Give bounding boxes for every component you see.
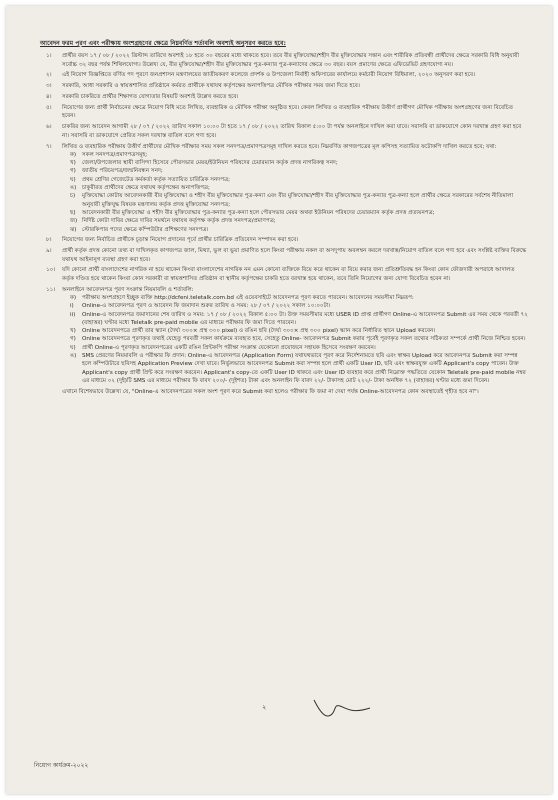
sub-item (70, 159, 528, 167)
condition-text: অনলাইনে আবেদনপত্র পূরণ সংক্রান্ত নিয়মাবলি ও শর্তাবলি: (62, 286, 194, 293)
sub-item (70, 335, 528, 343)
sub-item-text: মুক্তিযোদ্ধা কোটায় আবেদনকারী বীর মুক্তিযোদ্ধা ও শহীদ বীর মুক্তিযোদ্ধার পুত্র-কন্যা এবং বীর মুক্তিযোদ্ধা/শহীদ বীর মুক্তিযোদ্ধার পুত্র-কন্যার পুত্র-কন্যা হলে প্রার্থীর ক্ষেত্রে সরকারের সর্বশেষ নীতিমালা অনুযায়ী মুক্তিযুদ্ধ বিষয়ক মন্ত্রণালয় কর্তৃক প্রদত্ত মুক্তিযোদ্ধা সনদপত্র; (82, 193, 514, 208)
sub-list (62, 294, 528, 385)
sub-item-marker: ক) (70, 294, 77, 301)
sub-item-text: Online আবেদনপত্রে পূরণকৃত তথ্যই যেহেতু পরবর্তী সকল কার্যক্রমে ব্যবহৃত হবে, সেহেতু Online- আবেদনপত্র Submit করার পূর্বেই পূরণকৃত সকল তথ্যের সঠিকতা সম্পর্কে প্রার্থী নিজে নিশ্চিত হবেন। (82, 336, 526, 343)
sub-item-text: প্রথম শ্রেণির গেজেটেড কর্মকর্তা কর্তৃক সত্যায়িত চারিত্রিক সনদপত্র; (82, 176, 231, 183)
sub-item-marker: ঙ) (70, 353, 77, 360)
sub-item-text: Online-এ আবেদনপত্র পূরণ ও আবেদন ফি জমাদান শুরুর তারিখ ও সময়: ২৮ / ০৭ / ২০২২ সকাল ১০:০০টা। (82, 303, 331, 310)
condition-text: লিখিত ও ব্যবহারিক পরীক্ষায় উত্তীর্ণ প্রার্থীদের মৌখিক পরীক্ষার সময় সকল সনদপত্র/প্রমাণপত্রসমূহ দাখিল করতে হবে। নিম্নবর্ণিত কাগজপত্রের মূল কপিসহ সত্যায়িত ফটোকপি দাখিল করতে হবে; যথা: (62, 143, 497, 150)
footer-program-label: নিয়োগ কার্যক্রম-২০২২ (34, 762, 89, 769)
sub-item (70, 294, 528, 302)
condition-text: যদি কোনো প্রার্থী বাংলাদেশের নাগরিক না হয়ে থাকেন কিংবা বাংলাদেশের নাগরিক নন এমন কোনো ব্যক্তিকে বিয়ে করে থাকেন বা বিয়ে করার জন্য প্রতিশ্রুতিবদ্ধ হন কিংবা কোন ফৌজদারী অপরাধে আদালত কর্তৃক দণ্ডিত হয়ে থাকেন কিংবা কোন সরকারী বা স্বায়ত্তশাসিত প্রতিষ্ঠান বা স্থানীয় কর্তৃপক্ষের চাকরি হতে বরখাস্ত হয়ে থাকেন, তবে তিনি নিয়োগের জন্য যোগ্য বিবেচিত হবেন না। (62, 267, 515, 282)
sub-item (70, 176, 528, 184)
condition-item (40, 93, 528, 101)
sub-item (70, 302, 528, 310)
condition-number: ১০। (46, 267, 56, 274)
instructions-heading: আবেদন ফরম পূরণ এবং পরীক্ষায় অংশগ্রহণের ক্ষেত্রে নিম্নবর্ণিত শর্তাবলি অবশ্যই অনুসরণ করতে হবে: (40, 40, 286, 47)
sub-item-marker: জ) (70, 218, 78, 225)
condition-item (40, 71, 528, 79)
condition-text: চাকরির জন্য আবেদন আগামী ২৮ / ০৭ / ২০২২ তারিখ সকাল ১০:০০ টা হতে ১৭ / ০৮ / ২০২২ তারিখ বিকাল ৫:০০ টা পর্যন্ত অনলাইনে দাখিল করা যাবে। সরাসরি বা ডাকযোগে কোন দরখাস্ত গ্রহণ করা হবে না। সরাসরি বা ডাকযোগে প্রেরিত সকল দরখাস্ত বাতিল বলে গণ্য হবে। (62, 124, 522, 139)
sub-item (70, 217, 528, 225)
sub-item (70, 311, 528, 328)
conditions-list (40, 52, 528, 385)
sub-item-marker: গ) (70, 336, 76, 343)
sub-item-marker: খ) (70, 160, 76, 167)
sub-list (62, 151, 528, 234)
condition-number: ৮। (46, 237, 52, 244)
sub-item-marker: ii) (70, 311, 76, 318)
condition-item (40, 123, 528, 140)
condition-text: প্রার্থীর বয়স ১৭ / ০৮ / ২০২২ খ্রিস্টাব্দ তারিখে অবশ্যই ১৮ হতে ৩০ বছরের মধ্যে থাকতে হবে। তবে বীর মুক্তিযোদ্ধা/শহীদ বীর মুক্তিযোদ্ধার সন্তান এবং শারীরিক প্রতিবন্ধী প্রার্থীদের ক্ষেত্রে সরকারি বিধি অনুযায়ী সর্বোচ্চ ৩২ বছর পর্যন্ত শিথিলযোগ্য। উল্লেখ্য যে, বীর মুক্তিযোদ্ধা/শহীদ বীর মুক্তিযোদ্ধার পুত্র-কন্যার পুত্র-কন্যাদের ক্ষেত্রে ৩০ বছর। বয়স প্রমাণের ক্ষেত্রে এফিডেভিট গ্রহণযোগ্য নয়। (62, 53, 520, 68)
sub-item-text: Online আবেদনপত্রে প্রার্থী তার স্ক্যান (দৈর্ঘ্য ৩০০× প্রস্থ ৩০০ pixel) ও রঙিন ছবি (দৈর্ঘ্য ৩০০× প্রস্থ ৩০০ pixel) স্ক্যান করে নির্ধারিত স্থানে Upload করবেন। (82, 328, 436, 335)
condition-number: ২। (46, 72, 52, 79)
sub-item (70, 352, 528, 385)
sub-item-text: Online-এ আবেদনপত্র জমাদানের শেষ তারিখ ও সময়: ১৭ / ০৮ / ২০২২ বিকাল ৫:০০ টা। উক্ত সময়সীমার মধ্যে USER ID প্রাপ্ত প্রার্থীগণ Online-এ আবেদনপত্র Submit এর সময় থেকে পরবর্তী ৭২ (বাহাত্তর) ঘণ্টার মধ্যে Teletalk pre-paid mobile এর মাধ্যমে পরীক্ষার ফি জমা দিতে পারবেন। (82, 311, 528, 326)
sub-item (70, 327, 528, 335)
page-number: ২ (262, 703, 267, 711)
sub-item-text: জেলা/উপজেলার স্থায়ী বাসিন্দা হিসেবে পৌরসভার মেয়র/ইউনিয়ন পরিষদের চেয়ারম্যান কর্তৃক প্রদত্ত নাগরিকত্ব সনদ; (82, 160, 338, 167)
sub-item-text: জাতীয় পরিচয়পত্র/জন্মনিবন্ধন সনদ; (82, 168, 163, 175)
condition-number: ৯। (46, 248, 52, 255)
sub-item-text: প্রার্থী Online-এ পূরণকৃত আবেদনপত্রের একটি রঙিন প্রিন্টকপি পরীক্ষা সংক্রান্ত যেকোনো প্রয়োজনে সহায়ক হিসেবে সংরক্ষণ করবেন। (82, 344, 376, 351)
condition-item (40, 236, 528, 244)
condition-text: নিয়োগের জন্য প্রার্থী নির্বাচনের ক্ষেত্রে নিয়োগ বিধি মতে লিখিত, ব্যবহারিক ও মৌখিক পরীক্ষা অনুষ্ঠিত হবে। কেবল লিখিত ও ব্যবহারিক পরীক্ষায় উত্তীর্ণ প্রার্থীগণ মৌখিক পরীক্ষায় অংশগ্রহণের জন্য বিবেচিত হবেন। (62, 105, 513, 120)
closing-note-text: এখানে বিশেষভাবে উল্লেখ্য যে, "Online-এ আবেদনপত্রের সকল অংশ পূরণ করে Submit করা হলেও পরীক্ষার ফি জমা না দেয়া পর্যন্ত Online-আবেদনপত্র কোন অবস্থাতেই গৃহীত হবে না"। (62, 388, 479, 395)
sub-item-marker: i) (70, 303, 74, 310)
sub-item-marker: ঙ) (70, 185, 77, 192)
condition-number: ৭। (46, 143, 52, 150)
sub-item-marker: ছ) (70, 209, 76, 216)
condition-item (40, 104, 528, 121)
condition-number: ৫। (46, 105, 52, 112)
sub-item-text: নির্দিষ্ট কোটা দাবির ক্ষেত্রে দাবির সমর্থনে যথাযথ কর্তৃপক্ষ কর্তৃক প্রদত্ত সনদপত্র/প্রমাণপত্র; (82, 218, 276, 225)
sub-item (70, 151, 528, 159)
condition-number: ১। (46, 53, 52, 60)
sub-item (70, 344, 528, 352)
condition-item (40, 143, 528, 234)
sub-item-marker: ঘ) (70, 176, 76, 183)
sub-item (70, 167, 528, 175)
condition-item (40, 247, 528, 264)
sub-item-text: পরীক্ষায় অংশগ্রহণে ইচ্ছুক ব্যক্তি http://dcfeni.teletalk.com.bd এই ওয়েবসাইটে আবেদনপত্র পূরণ করতে পারবেন। আবেদনের সময়সীমা নিম্নরূপ: (82, 294, 414, 301)
sub-item-marker: ঝ) (70, 226, 77, 233)
condition-text: নিয়োগের জন্য নির্বাচিত প্রার্থীকে চূড়ান্ত নিয়োগ প্রদানের পূর্বে প্রার্থীর চারিত্রিক প্রতিবেদন সম্পাদন করা হবে। (62, 237, 299, 244)
condition-number: ৪। (46, 94, 52, 101)
condition-number: ৬। (46, 124, 52, 131)
sub-item (70, 209, 528, 217)
sub-item-marker: ক) (70, 151, 77, 158)
condition-item (40, 266, 528, 283)
sub-item-marker: গ) (70, 168, 76, 175)
sub-item-marker: ঘ) (70, 344, 76, 351)
document-body (40, 40, 528, 399)
sub-item-text: স্টোরকিপার পদের ক্ষেত্রে কম্পিউটার প্রশিক্ষণের সনদপত্র। (82, 226, 209, 233)
sub-item-marker: চ) (70, 193, 76, 200)
signature (306, 694, 376, 728)
condition-text: সরকারি চাকরিতে প্রার্থীর শিক্ষাগত যোগ্যতার বিষয়টি অবশ্যই উল্লেখ করতে হবে। (62, 94, 239, 101)
sub-item-text: আবেদনকারী বীর মুক্তিযোদ্ধা ও শহীদ বীর মুক্তিযোদ্ধার পুত্র-কন্যার পুত্র-কন্যা হলে পৌরসভার মেয়র অথবা ইউনিয়ন পরিষদের চেয়ারম্যান কর্তৃক প্রদত্ত প্রত্যয়নপত্র; (82, 209, 435, 216)
condition-item (40, 82, 528, 90)
sub-item-marker: খ) (70, 328, 76, 335)
sub-item (70, 192, 528, 209)
document-page (6, 6, 552, 794)
condition-text: প্রার্থী কর্তৃক প্রদত্ত কোনো তথ্য বা দাখিলকৃত কাগজপত্র জাল, মিথ্যা, ভুল বা ভুয়া প্রমাণিত হলে কিংবা পরীক্ষায় নকল বা অসদুপায় অবলম্বন করলে দরখাস্ত/নিয়োগ বাতিল বলে গণ্য হবে এবং সংশ্লিষ্ট ব্যক্তির বিরুদ্ধে যথাযথ আইনানুগ ব্যবস্থা গ্রহণ করা হবে। (62, 248, 527, 263)
sub-item-text: চাকুরীরত প্রার্থীদের ক্ষেত্রে যথাযথ কর্তৃপক্ষের অনাপত্তিপত্র; (82, 185, 210, 192)
condition-number: ৩। (46, 83, 52, 90)
condition-text: সরকারি, আধা সরকারি ও স্বায়ত্তশাসিত প্রতিষ্ঠানে কর্মরত প্রার্থীকে যথাযথ কর্তৃপক্ষের অনাপত্তিপত্র মৌখিক পরীক্ষার সময় জমা দিতে হবে। (62, 83, 360, 90)
condition-item (40, 286, 528, 386)
sub-item (70, 184, 528, 192)
condition-item (40, 52, 528, 69)
closing-note (40, 388, 528, 396)
condition-number: ১১। (46, 286, 56, 293)
sub-item-text: সকল সনদপত্র/প্রমাণপত্রসমূহ; (82, 151, 148, 158)
sub-item-text: SMS প্রেরণের নিয়মাবলি ও পরীক্ষার ফি প্রদান: Online-এ আবেদনপত্র (Application Form) যথাযথভাবে পূরণ করে নির্দেশনামতে ছবি এবং স্বাক্ষর Upload করে আবেদনপত্র Submit করা সম্পন্ন হলে কম্পিউটারে ছবিসহ Application Preview দেখা যাবে। নির্ভুলভাবে আবেদনপত্র Submit করা সম্পন্ন হলে প্রার্থী একটি User ID, ছবি এবং স্বাক্ষরযুক্ত একটি Applicant's copy পাবেন। উক্ত Applicant's copy প্রার্থী প্রিন্ট করে সংরক্ষণ করবেন। Applicant's copy-তে একটি User ID থাকবে এবং User ID ব্যবহার করে প্রার্থী নিম্নোক্ত পদ্ধতিতে যেকোন Teletalk pre-paid mobile নম্বর এর মাধ্যমে ০২ (দুই)টি SMS এর মাধ্যমে পরীক্ষার ফি বাবদ ২০০/- (দুইশত) টাকা এবং অনলাইন ফি বাবদ ২২/- টাকাসহ মোট ২২২/- টাকা অনধিক ৭২ (বাহাত্তর) ঘণ্টার মধ্যে জমা দিবেন। (82, 353, 526, 384)
sub-item (70, 226, 528, 234)
condition-text: এই নিয়োগ বিজ্ঞপ্তিতে বর্ণিত পদ পূরণে জনপ্রশাসন মন্ত্রণালয়ের জাতীয়করণ কলেজে প্রদর্শক ও উপজেলা নির্বাহী অফিসারের কার্যালয়ে কর্মচারী নিয়োগ বিধিমালা, ২০২০ অনুসরণ করা হবে। (62, 72, 476, 79)
